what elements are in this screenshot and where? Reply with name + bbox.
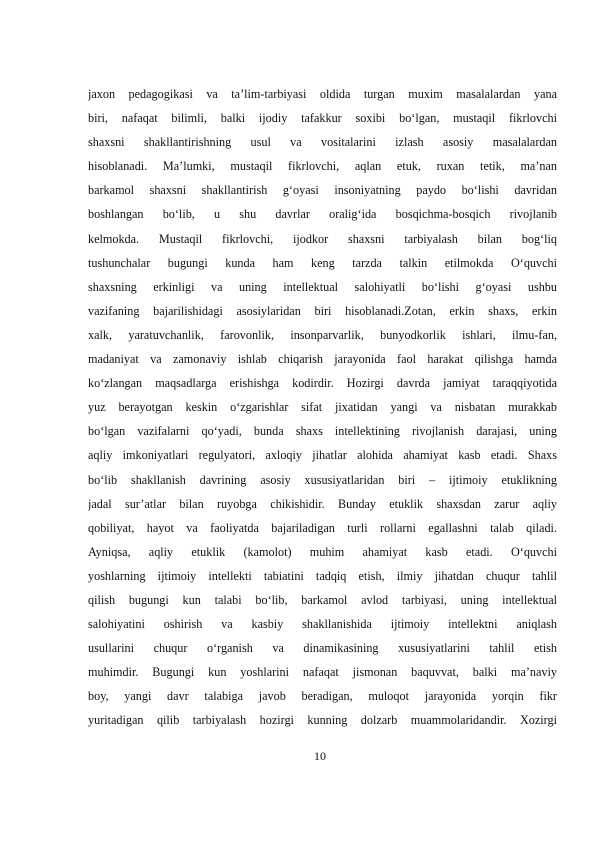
text-line: bo‘lib shakllanish davrining asosiy xususiyatlaridan biri – ijtimoiy etuklikning bbox=[88, 472, 557, 487]
text-line: salohiyatini oshirish va kasbiy shakllanishida ijtimoiy intellektni aniqlash bbox=[88, 617, 557, 632]
text-line: boy, yangi davr talabiga javob beradigan, muloqot jarayonida yorqin fikr bbox=[88, 689, 557, 704]
text-line: shaxsni shakllantirishning usul va vositalarini izlash asosiy masalalardan bbox=[88, 135, 557, 150]
text-line: yuz berayotgan keskin o‘zgarishlar sifat jixatidan yangi va nisbatan murakkab bbox=[88, 400, 557, 415]
text-line: tushunchalar bugungi kunda ham keng tarzda talkin etilmokda O‘quvchi bbox=[88, 255, 557, 270]
text-line: yoshlarning ijtimoiy intellekti tabiatini tadqiq etish, ilmiy jihatdan chuqur tahlil bbox=[88, 568, 557, 583]
text-line: muhimdir. Bugungi kun yoshlarini nafaqat jismonan baquvvat, balki ma’naviy bbox=[88, 665, 557, 680]
text-line: boshlangan bo‘lib, u shu davrlar oralig‘ida bosqichma-bosqich rivojlanib bbox=[88, 207, 557, 222]
text-line: aqliy imkoniyatlari regulyatori, axloqiy jihatlar alohida ahamiyat kasb etadi. Shaxs bbox=[88, 448, 557, 463]
text-line: kelmokda. Mustaqil fikrlovchi, ijodkor shaxsni tarbiyalash bilan bog‘liq bbox=[88, 231, 557, 246]
text-line: biri, nafaqat bilimli, balki ijodiy tafakkur soxibi bo‘lgan, mustaqil fikrlovchi bbox=[88, 111, 557, 126]
text-line: usullarini chuqur o‘rganish va dinamikasining xususiyatlarini tahlil etish bbox=[88, 641, 557, 656]
text-line: ko‘zlangan maqsadlarga erishishga kodirdir. Hozirgi davrda jamiyat taraqqiyotida bbox=[88, 376, 557, 391]
text-line: qobiliyat, hayot va faoliyatda bajariladigan turli rollarni egallashni talab qiladi. bbox=[88, 520, 557, 535]
text-line: shaxsning erkinligi va uning intellektual salohiyatli bo‘lishi g‘oyasi ushbu bbox=[88, 279, 557, 294]
body-text bbox=[88, 82, 557, 733]
text-line: madaniyat va zamonaviy ishlab chiqarish jarayonida faol harakat qilishga hamda bbox=[88, 352, 557, 367]
text-line: bo‘lgan vazifalarni qo‘yadi, bunda shaxs intellektining rivojlanish darajasi, uning bbox=[88, 424, 557, 439]
text-line: yuritadigan qilib tarbiyalash hozirgi kunning dolzarb muammolaridandir. Xozirgi bbox=[88, 713, 557, 728]
text-line: qilish bugungi kun talabi bo‘lib, barkamol avlod tarbiyasi, uning intellektual bbox=[88, 592, 557, 607]
page-number: 10 bbox=[314, 749, 326, 763]
text-line: hisoblanadi. Ma’lumki, mustaqil fikrlovchi, aqlan etuk, ruxan tetik, ma’nan bbox=[88, 159, 557, 174]
text-line: xalk, yaratuvchanlik, farovonlik, insonparvarlik, bunyodkorlik ishlari, ilmu-fan, bbox=[88, 327, 557, 342]
text-line: vazifaning bajarilishidagi asosiylaridan biri hisoblanadi.Zotan, erkin shaxs, erkin bbox=[88, 303, 557, 318]
text-line: barkamol shaxsni shakllantirish g‘oyasi insoniyatning paydo bo‘lishi davridan bbox=[88, 183, 557, 198]
text-line: jadal sur’atlar bilan ruyobga chikishidir. Bunday etuklik shaxsdan zarur aqliy bbox=[88, 496, 557, 511]
text-line: Ayniqsa, aqliy etuklik (kamolot) muhim ahamiyat kasb etadi. O‘quvchi bbox=[88, 544, 557, 559]
text-line: jaxon pedagogikasi va ta’lim-tarbiyasi oldida turgan muxim masalalardan yana bbox=[88, 87, 557, 101]
